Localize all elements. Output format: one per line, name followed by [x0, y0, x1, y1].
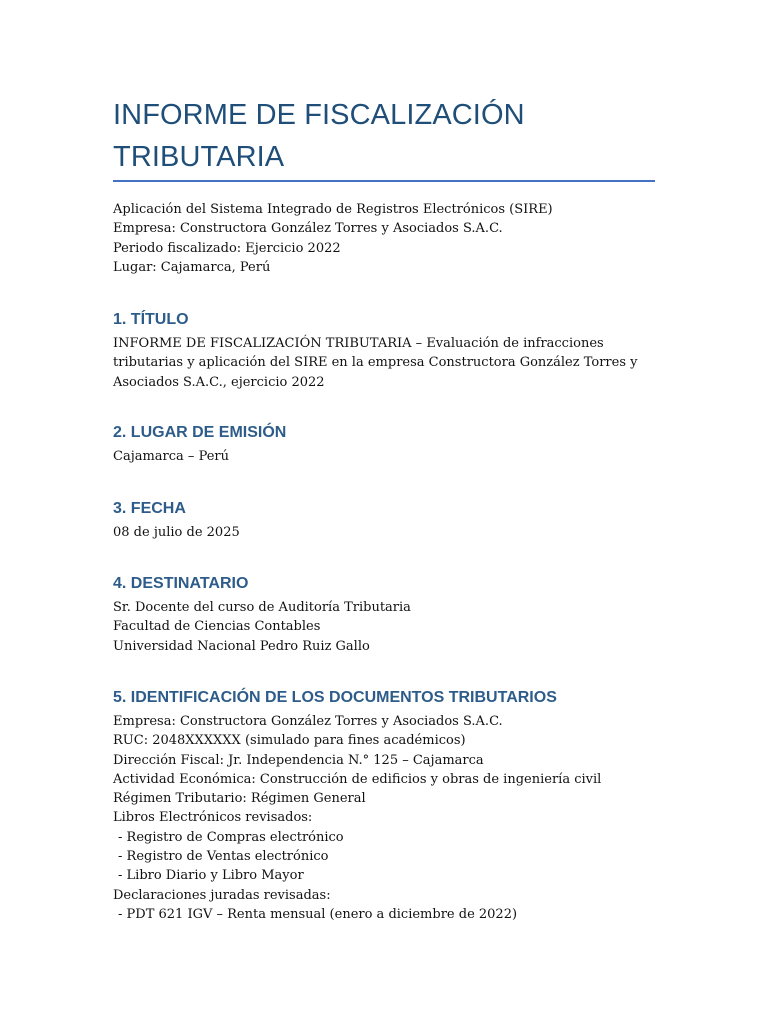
section-titulo — [113, 309, 673, 392]
intro-block — [113, 200, 673, 277]
intro-line: Empresa: Constructora González Torres y Asociados S.A.C. — [113, 221, 503, 237]
title-line-2: TRIBUTARIA — [113, 141, 285, 173]
section-text: Dirección Fiscal: Jr. Independencia N.° 125 – Cajamarca — [113, 752, 484, 768]
title-divider — [113, 180, 655, 182]
list-item: - PDT 621 IGV – Renta mensual (enero a diciembre de 2022) — [118, 906, 518, 922]
intro-line: Periodo fiscalizado: Ejercicio 2022 — [113, 240, 341, 256]
list-item: - Registro de Ventas electrónico — [118, 849, 329, 865]
section-destinatario — [113, 573, 673, 656]
section-text: Empresa: Constructora González Torres y Asociados S.A.C. — [113, 714, 503, 729]
section-heading: 5. IDENTIFICACIÓN DE LOS DOCUMENTOS TRIBUTARIOS — [113, 689, 557, 706]
list-item: - Registro de Compras electrónico — [118, 829, 344, 845]
section-text: Libros Electrónicos revisados: — [113, 810, 313, 826]
section-identificacion-documentos — [113, 687, 673, 924]
section-text: Sr. Docente del curso de Auditoría Tributaria — [113, 600, 411, 615]
section-heading: 2. LUGAR DE EMISIÓN — [113, 424, 287, 441]
intro-line: Lugar: Cajamarca, Perú — [113, 259, 271, 275]
section-text: INFORME DE FISCALIZACIÓN TRIBUTARIA – Evaluación de infracciones tributarias y aplicación del SIRE en la empresa Constructora González Torres y Asociados S.A.C., ejercicio 2022 — [113, 336, 638, 390]
section-text: Régimen Tributario: Régimen General — [113, 791, 366, 807]
section-text: Facultad de Ciencias Contables — [113, 619, 321, 635]
section-heading: 1. TÍTULO — [113, 311, 189, 328]
section-text: Declaraciones juradas revisadas: — [113, 887, 331, 903]
title-line-1: INFORME DE FISCALIZACIÓN — [113, 99, 525, 131]
section-text: Actividad Económica: Construcción de edificios y obras de ingeniería civil — [113, 771, 602, 787]
section-text: 08 de julio de 2025 — [113, 525, 240, 540]
section-fecha — [113, 498, 673, 542]
section-heading: 3. FECHA — [113, 500, 186, 517]
document-title — [113, 94, 673, 178]
section-text: Cajamarca – Perú — [113, 449, 230, 464]
section-text: RUC: 2048XXXXXX (simulado para fines académicos) — [113, 733, 466, 749]
section-text: Universidad Nacional Pedro Ruiz Gallo — [113, 638, 370, 654]
intro-line: Aplicación del Sistema Integrado de Registros Electrónicos (SIRE) — [113, 202, 553, 217]
section-lugar-emision — [113, 422, 673, 466]
section-heading: 4. DESTINATARIO — [113, 575, 249, 592]
list-item: - Libro Diario y Libro Mayor — [118, 868, 304, 884]
